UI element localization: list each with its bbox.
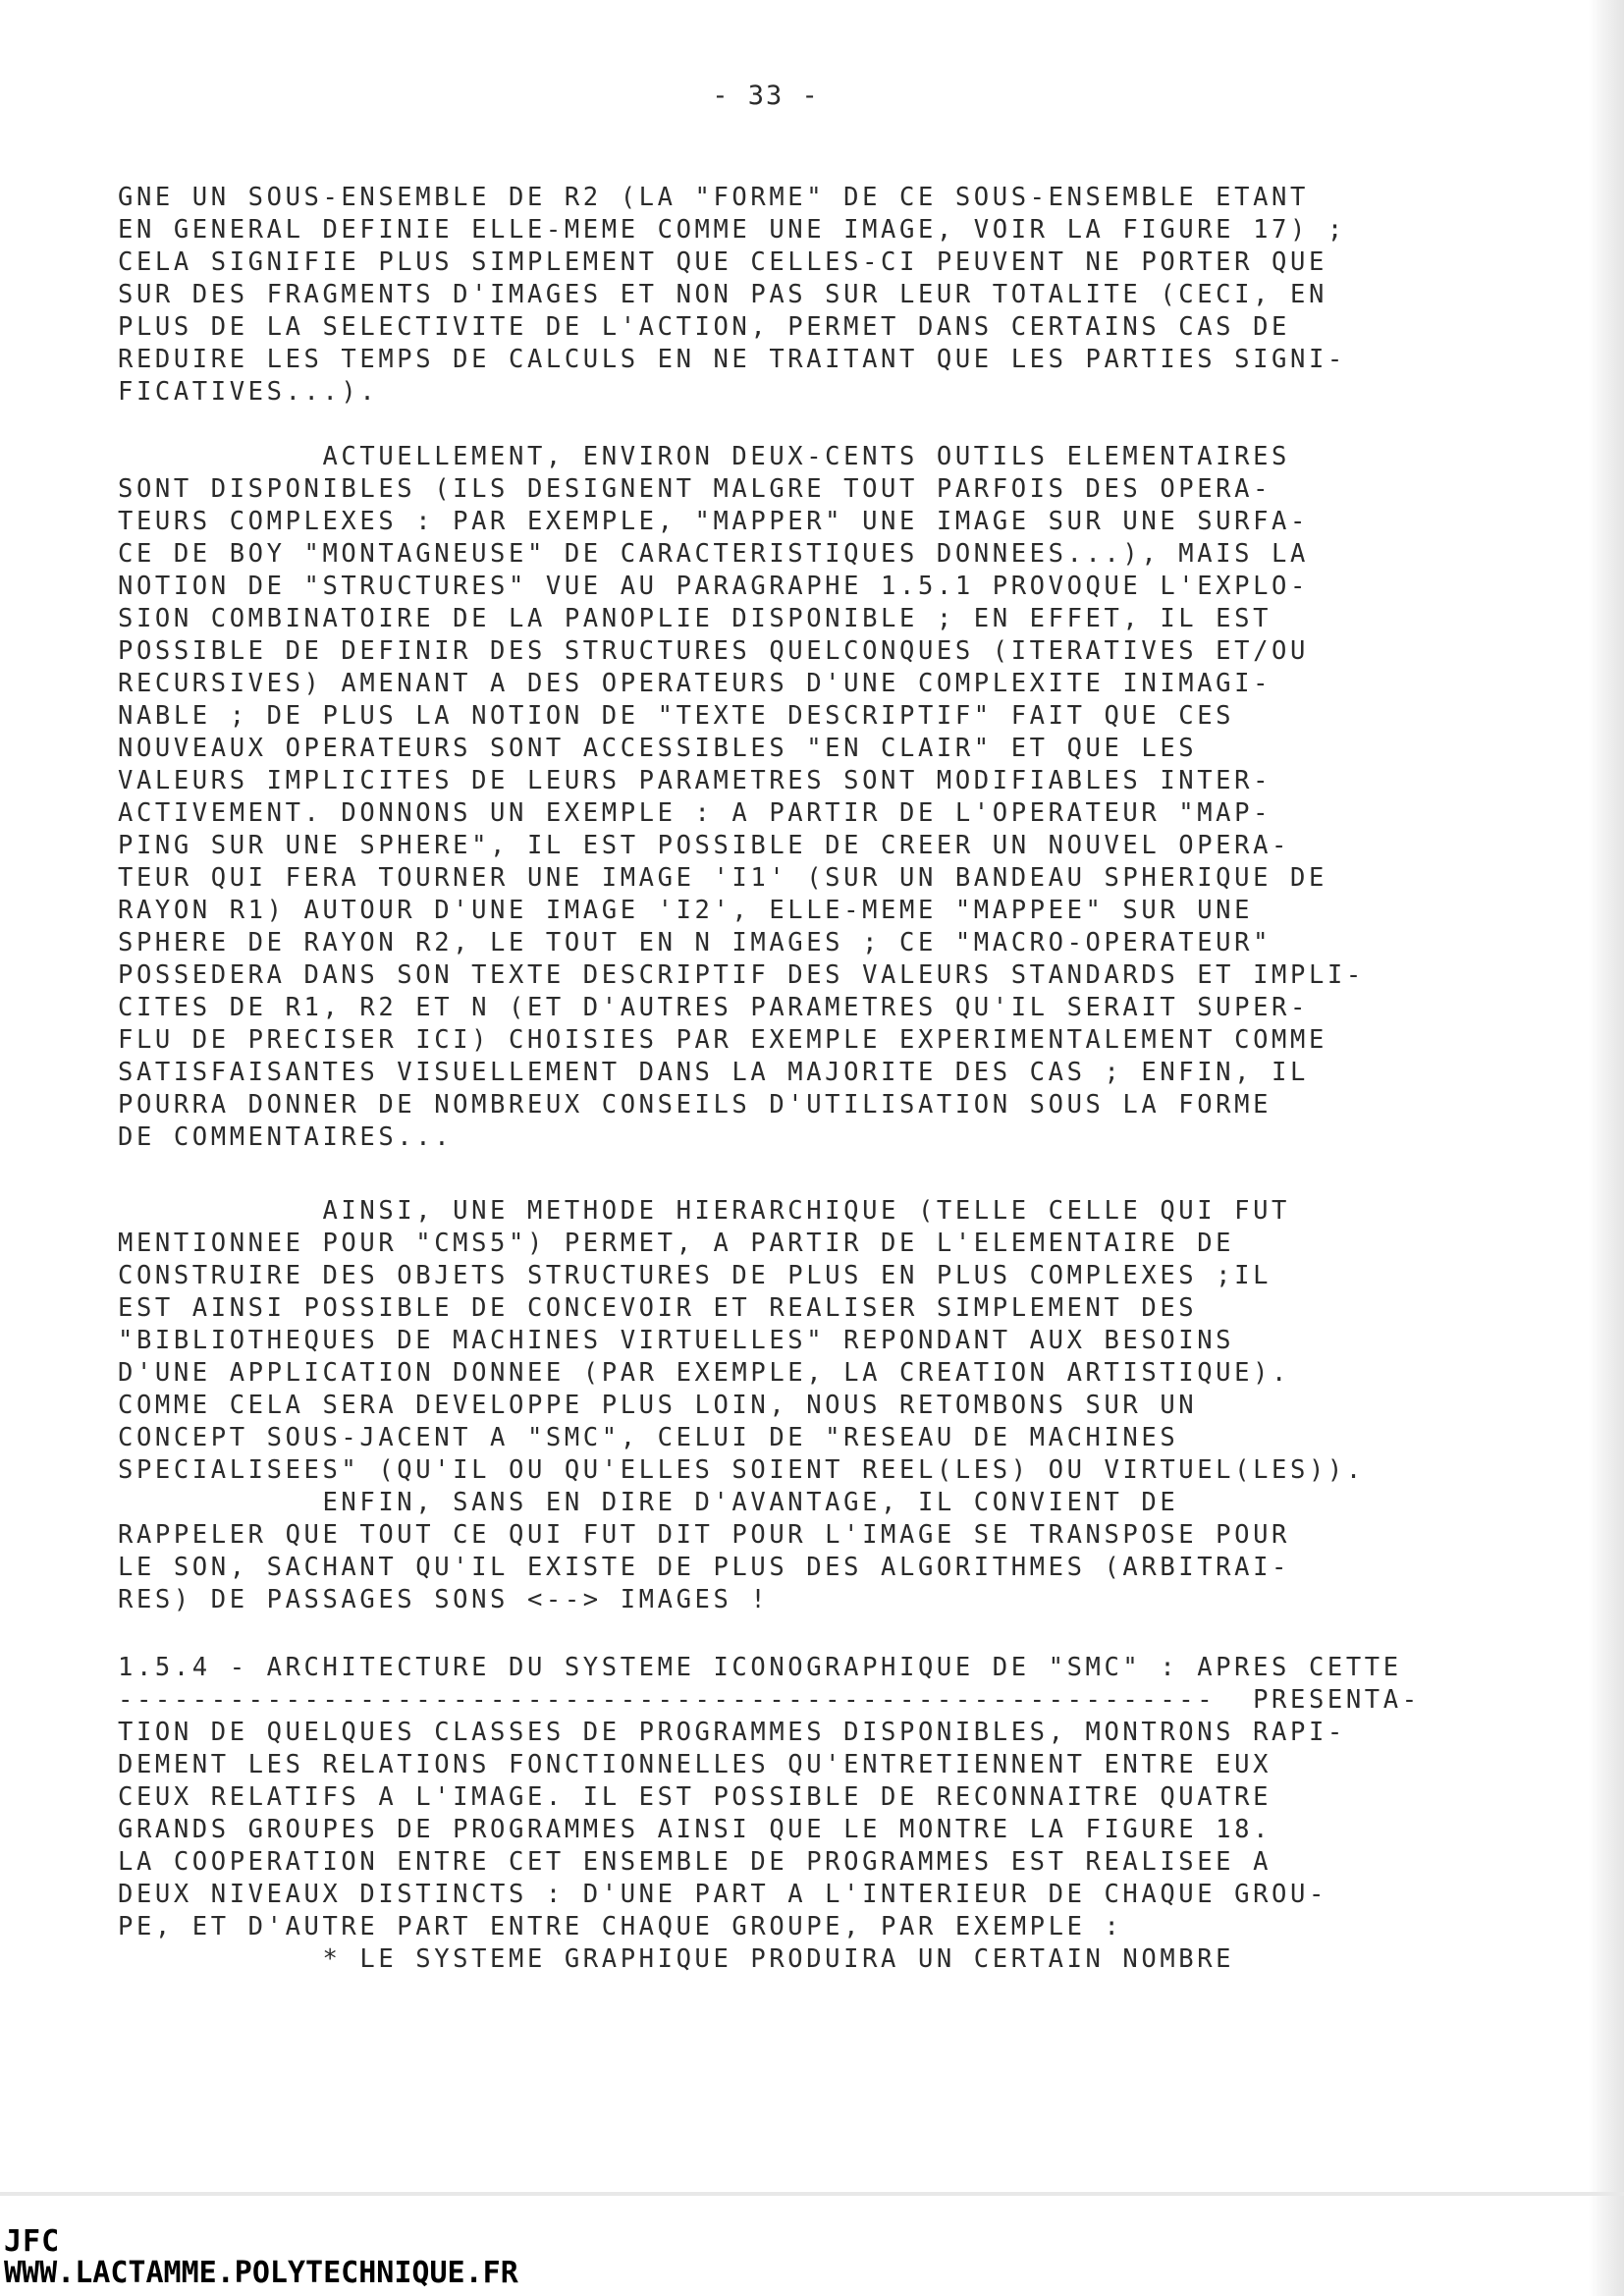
text-line: MENTIONNEE POUR "CMS5") PERMET, A PARTIR DE L'ELEMENTAIRE DE <box>118 1229 1235 1258</box>
text-line: ACTUELLEMENT, ENVIRON DEUX-CENTS OUTILS ELEMENTAIRES <box>118 442 1290 471</box>
text-line: REDUIRE LES TEMPS DE CALCULS EN NE TRAITANT QUE LES PARTIES SIGNI- <box>118 345 1346 374</box>
text-line: EST AINSI POSSIBLE DE CONCEVOIR ET REALISER SIMPLEMENT DES <box>118 1293 1198 1323</box>
text-line: POURRA DONNER DE NOMBREUX CONSEILS D'UTILISATION SOUS LA FORME <box>118 1090 1272 1120</box>
text-line: CELA SIGNIFIE PLUS SIMPLEMENT QUE CELLES-CI PEUVENT NE PORTER QUE <box>118 247 1327 277</box>
text-line: GNE UN SOUS-ENSEMBLE DE R2 (LA "FORME" DE CE SOUS-ENSEMBLE ETANT <box>118 183 1309 212</box>
text-line: NOUVEAUX OPERATEURS SONT ACCESSIBLES "EN CLAIR" ET QUE LES <box>118 734 1198 763</box>
text-line: LE SON, SACHANT QU'IL EXISTE DE PLUS DES ALGORITHMES (ARBITRAI- <box>118 1553 1290 1582</box>
text-line: ENFIN, SANS EN DIRE D'AVANTAGE, IL CONVIENT DE <box>118 1488 1179 1517</box>
page-number: - 33 - <box>712 81 820 111</box>
section-heading: 1.5.4 - ARCHITECTURE DU SYSTEME ICONOGRAPHIQUE DE "SMC" : APRES CETTE <box>118 1653 1402 1682</box>
text-line: DE COMMENTAIRES... <box>118 1122 454 1152</box>
text-line: DEUX NIVEAUX DISTINCTS : D'UNE PART A L'INTERIEUR DE CHAQUE GROU- <box>118 1880 1327 1909</box>
text-line: SONT DISPONIBLES (ILS DESIGNENT MALGRE TOUT PARFOIS DES OPERA- <box>118 474 1272 504</box>
text-line: CE DE BOY "MONTAGNEUSE" DE CARACTERISTIQUES DONNEES...), MAIS LA <box>118 539 1309 569</box>
text-line: TEUR QUI FERA TOURNER UNE IMAGE 'I1' (SUR UN BANDEAU SPHERIQUE DE <box>118 863 1327 893</box>
text-line: CITES DE R1, R2 ET N (ET D'AUTRES PARAMETRES QU'IL SERAIT SUPER- <box>118 993 1309 1022</box>
text-line: RES) DE PASSAGES SONS <--> IMAGES ! <box>118 1585 770 1614</box>
text-line: SATISFAISANTES VISUELLEMENT DANS LA MAJORITE DES CAS ; ENFIN, IL <box>118 1058 1309 1087</box>
text-line: VALEURS IMPLICITES DE LEURS PARAMETRES SONT MODIFIABLES INTER- <box>118 766 1272 795</box>
text-line: COMME CELA SERA DEVELOPPE PLUS LOIN, NOUS RETOMBONS SUR UN <box>118 1391 1198 1420</box>
text-line: DEMENT LES RELATIONS FONCTIONNELLES QU'ENTRETIENNENT ENTRE EUX <box>118 1750 1272 1779</box>
text-line: POSSIBLE DE DEFINIR DES STRUCTURES QUELCONQUES (ITERATIVES ET/OU <box>118 636 1309 666</box>
text-line: D'UNE APPLICATION DONNEE (PAR EXEMPLE, LA CREATION ARTISTIQUE). <box>118 1358 1290 1388</box>
text-line: SPHERE DE RAYON R2, LE TOUT EN N IMAGES ; CE "MACRO-OPERATEUR" <box>118 928 1272 957</box>
text-line: * LE SYSTEME GRAPHIQUE PRODUIRA UN CERTAIN NOMBRE <box>118 1944 1235 1974</box>
text-line: PING SUR UNE SPHERE", IL EST POSSIBLE DE CREER UN NOUVEL OPERA- <box>118 831 1290 860</box>
text-line: LA COOPERATION ENTRE CET ENSEMBLE DE PROGRAMMES EST REALISEE A <box>118 1847 1272 1877</box>
text-line: SPECIALISEES" (QU'IL OU QU'ELLES SOIENT REEL(LES) OU VIRTUEL(LES)). <box>118 1455 1365 1485</box>
text-line: PE, ET D'AUTRE PART ENTRE CHAQUE GROUPE, PAR EXEMPLE : <box>118 1912 1123 1941</box>
text-line: TEURS COMPLEXES : PAR EXEMPLE, "MAPPER" UNE IMAGE SUR UNE SURFA- <box>118 507 1309 536</box>
text-line: CEUX RELATIFS A L'IMAGE. IL EST POSSIBLE DE RECONNAITRE QUATRE <box>118 1782 1272 1812</box>
text-line: FICATIVES...). <box>118 377 379 407</box>
text-line: NABLE ; DE PLUS LA NOTION DE "TEXTE DESCRIPTIF" FAIT QUE CES <box>118 701 1235 731</box>
text-line: GRANDS GROUPES DE PROGRAMMES AINSI QUE LE MONTRE LA FIGURE 18. <box>118 1815 1272 1844</box>
page-edge-shadow <box>1589 0 1624 2296</box>
text-line: TION DE QUELQUES CLASSES DE PROGRAMMES DISPONIBLES, MONTRONS RAPI- <box>118 1718 1346 1747</box>
section-heading-underline: ----------------------------------------------------------- PRESENTA- <box>118 1685 1421 1715</box>
text-line: NOTION DE "STRUCTURES" VUE AU PARAGRAPHE 1.5.1 PROVOQUE L'EXPLO- <box>118 572 1309 601</box>
text-line: SION COMBINATOIRE DE LA PANOPLIE DISPONIBLE ; EN EFFET, IL EST <box>118 604 1272 633</box>
text-line: FLU DE PRECISER ICI) CHOISIES PAR EXEMPLE EXPERIMENTALEMENT COMME <box>118 1025 1327 1055</box>
text-line: CONCEPT SOUS-JACENT A "SMC", CELUI DE "RESEAU DE MACHINES <box>118 1423 1179 1452</box>
text-line: EN GENERAL DEFINIE ELLE-MEME COMME UNE IMAGE, VOIR LA FIGURE 17) ; <box>118 215 1346 245</box>
text-line: PLUS DE LA SELECTIVITE DE L'ACTION, PERMET DANS CERTAINS CAS DE <box>118 312 1290 342</box>
text-line: AINSI, UNE METHODE HIERARCHIQUE (TELLE CELLE QUI FUT <box>118 1196 1290 1226</box>
text-line: "BIBLIOTHEQUES DE MACHINES VIRTUELLES" REPONDANT AUX BESOINS <box>118 1326 1235 1355</box>
text-line: CONSTRUIRE DES OBJETS STRUCTURES DE PLUS EN PLUS COMPLEXES ;IL <box>118 1261 1272 1290</box>
text-line: RECURSIVES) AMENANT A DES OPERATEURS D'UNE COMPLEXITE INIMAGI- <box>118 669 1272 698</box>
text-line: POSSEDERA DANS SON TEXTE DESCRIPTIF DES VALEURS STANDARDS ET IMPLI- <box>118 960 1365 990</box>
text-line: SUR DES FRAGMENTS D'IMAGES ET NON PAS SUR LEUR TOTALITE (CECI, EN <box>118 280 1327 309</box>
text-line: RAYON R1) AUTOUR D'UNE IMAGE 'I2', ELLE-MEME "MAPPEE" SUR UNE <box>118 896 1254 925</box>
text-line: RAPPELER QUE TOUT CE QUI FUT DIT POUR L'IMAGE SE TRANSPOSE POUR <box>118 1520 1290 1550</box>
text-line: ACTIVEMENT. DONNONS UN EXEMPLE : A PARTIR DE L'OPERATEUR "MAP- <box>118 798 1272 828</box>
watermark-initials: JFC <box>4 2224 61 2259</box>
page-bottom-edge <box>0 2192 1624 2196</box>
watermark-url[interactable]: WWW.LACTAMME.POLYTECHNIQUE.FR <box>4 2256 518 2290</box>
